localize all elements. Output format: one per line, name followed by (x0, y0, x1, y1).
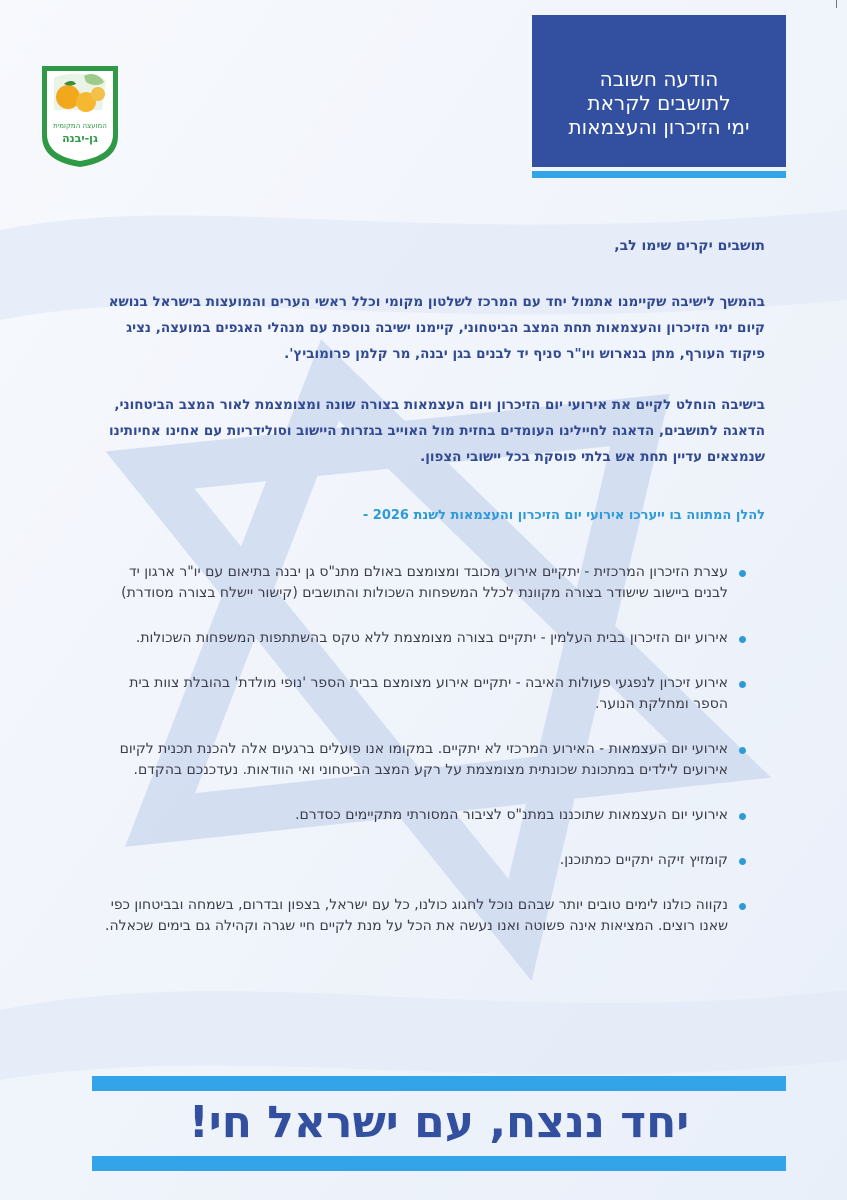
bullet-icon (739, 747, 746, 754)
municipal-emblem-icon (40, 64, 120, 168)
bullet-icon (739, 681, 746, 688)
list-item (92, 673, 746, 715)
bullet-icon (739, 858, 746, 865)
header-stripe (532, 171, 786, 178)
list-item-text: קומזיץ זיקה יתקיים כמתוכנן. (559, 852, 728, 868)
paragraph-meeting: בהמשך לישיבה שקיימנו אתמול יחד עם המרכז לשלטון מקומי וכלל ראשי הערים והמועצות בישראל בנושא קיום ימי הזיכרון והעצמאות תחת המצב הביטחוני, קיימנו ישיבה נוספת עם מנהלי האגפים במועצה, נציג פיקוד העורף, מתן בנארוש ויו"ר סניף יד לבנים בגן יבנה, מר קלמן פרומוביץ'. (108, 294, 765, 362)
footer-bar-bottom (92, 1156, 786, 1171)
header-title-line1: הודעה חשובה (599, 67, 719, 91)
events-list (92, 562, 746, 961)
list-item-text: אירוע זיכרון לנפגעי פעולות האיבה - יתקיים אירוע מצומצם בבית הספר 'נופי מולדת' בהובלת צוות בית הספר ומחלקת הנוער. (129, 675, 728, 712)
footer-bar-top (92, 1076, 786, 1091)
list-item (92, 739, 746, 781)
list-item-text: אירועי יום העצמאות שתוכננו במתנ"ס לציבור המסורתי מתקיימים כסדרם. (295, 807, 728, 823)
bullet-icon (739, 903, 746, 910)
list-item-text: עצרת הזיכרון המרכזית - יתקיים אירוע מכובד ומצומצם באולם מתנ"ס גן יבנה בתיאום עם יו"ר ארגון יד לבנים ביישוב שישודר בצורה מקוונת לכלל המשפחות השכולות והתושבים (קישור יישלח בצורה מסודרת) (121, 564, 728, 601)
header-title-line2: לתושבים לקראת (587, 91, 731, 115)
list-item (92, 628, 746, 649)
list-item (92, 850, 746, 871)
bullet-icon (739, 636, 746, 643)
list-item-text: אירועי יום העצמאות - האירוע המרכזי לא יתקיים. במקומו אנו פועלים ברגעים אלה להכנת תכנית לקיום אירועים לילדים במתכונת שכונתית מצומצמת על רקע המצב הביטחוני ואי הוודאות. נעדכנכם בהקדם. (119, 741, 728, 778)
list-item (92, 562, 746, 604)
logo-label-line1: המועצה המקומית (53, 122, 107, 130)
logo-label-line2: גן-יבנה (62, 132, 98, 145)
paragraph-decision: בישיבה הוחלט לקיים את אירועי יום הזיכרון ויום העצמאות בצורה שונה ומצומצמת לאור המצב הביטחוני, הדאגה לתושבים, הדאגה לחיילינו העומדים בחזית מול האוייב בגזרות היישוב וסולידריות עם אחינו אחיותינו שנמצאים עדיין תחת אש בלתי פוסקת בכל יישובי הצפון. (109, 397, 765, 465)
corner-mark (836, 0, 837, 8)
list-item (92, 805, 746, 826)
bullet-icon (739, 570, 746, 577)
header-title (532, 67, 786, 139)
header-title-line3: ימי הזיכרון והעצמאות (568, 115, 750, 139)
header-box (532, 15, 786, 167)
list-item-text: אירוע יום הזיכרון בבית העלמין - יתקיים בצורה מצומצמת ללא טקס בהשתתפות המשפחות השכולות. (135, 630, 728, 646)
outline-intro: להלן המתווה בו ייערכו אירועי יום הזיכרון והעצמאות לשנת 2026 - (362, 508, 765, 523)
footer-slogan: יחד ננצח, עם ישראל חי! (188, 1097, 690, 1148)
greeting: תושבים יקרים שימו לב, (614, 238, 765, 254)
list-item-text: נקווה כולנו לימים טובים יותר שבהם נוכל לחגוג כולנו, כל עם ישראל, בצפון ובדרום, בשמחה ובביטחון כפי שאנו רוצים. המציאות אינה פשוטה ואנו נעשה את הכל על מנת לקיים חיי שגרה וקהילה גם בימים שכאלה. (105, 897, 728, 934)
bullet-icon (739, 813, 746, 820)
list-item (92, 895, 746, 937)
